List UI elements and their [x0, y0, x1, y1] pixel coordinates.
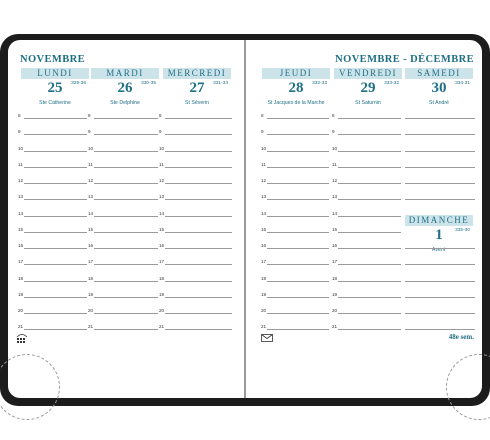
hour-label: 16 — [261, 243, 267, 248]
hour-label: 14 — [88, 210, 94, 216]
hour-label: 18 — [159, 275, 165, 281]
hour-write-line[interactable] — [405, 248, 475, 249]
hour-label: 21 — [159, 324, 165, 330]
hour-label: 14 — [332, 210, 338, 216]
day-of-year: 335-30 — [455, 228, 470, 233]
day-number: 29 — [360, 80, 376, 96]
hour-label: 8 — [261, 113, 264, 118]
hour-label: 15 — [159, 226, 165, 232]
hour-write-line[interactable] — [94, 264, 158, 265]
hour-label: 20 — [18, 308, 24, 313]
hour-label: 14 — [261, 210, 267, 216]
hour-label: 10 — [332, 145, 338, 151]
hour-label: 9 — [18, 129, 21, 135]
saint-name: St Saturnin — [355, 100, 381, 106]
hour-label: 18 — [18, 275, 24, 281]
day-of-year: 332-33 — [312, 81, 327, 86]
hour-write-line[interactable] — [405, 264, 475, 265]
hour-write-line[interactable] — [338, 151, 401, 152]
hour-write-line[interactable] — [267, 232, 329, 233]
hour-write-line[interactable] — [94, 118, 158, 119]
hour-write-line[interactable] — [267, 248, 329, 249]
hour-write-line[interactable] — [338, 183, 401, 184]
day-of-year: 334-31 — [455, 81, 470, 86]
hour-label: 19 — [88, 291, 94, 297]
day-of-year: 333-32 — [384, 81, 399, 86]
hour-write-line[interactable] — [24, 248, 87, 249]
hour-label: 10 — [261, 145, 267, 151]
hour-write-line[interactable] — [165, 199, 232, 200]
envelope-icon[interactable] — [261, 334, 273, 342]
hour-label: 12 — [261, 178, 267, 183]
hour-write-line[interactable] — [338, 216, 401, 217]
hour-write-line[interactable] — [405, 281, 475, 282]
hour-label: 9 — [332, 129, 335, 135]
hour-label: 8 — [159, 113, 162, 118]
hour-write-line[interactable] — [165, 216, 232, 217]
saint-name: St André — [429, 100, 449, 106]
hour-write-line[interactable] — [24, 264, 87, 265]
hour-write-line[interactable] — [24, 313, 87, 314]
hour-label: 9 — [159, 129, 162, 135]
day-number: 25 — [47, 80, 63, 96]
hour-label: 19 — [18, 291, 24, 297]
hour-label: 13 — [332, 194, 338, 200]
day-header-wednesday — [163, 68, 231, 106]
day-header-thursday — [262, 68, 330, 106]
hour-write-line[interactable] — [338, 199, 401, 200]
day-name: JEUDI — [262, 68, 330, 79]
hour-label: 9 — [88, 129, 91, 135]
hour-write-line[interactable] — [94, 313, 158, 314]
hour-write-line[interactable] — [405, 183, 475, 184]
hour-label: 18 — [261, 275, 267, 281]
hour-label: 17 — [332, 259, 338, 265]
hour-write-line[interactable] — [165, 313, 232, 314]
hour-label: 20 — [159, 308, 165, 313]
hour-write-line[interactable] — [94, 151, 158, 152]
hour-write-line[interactable] — [267, 151, 329, 152]
left-month-title: NOVEMBRE — [20, 54, 86, 65]
hour-label: 11 — [88, 161, 93, 167]
hour-write-line[interactable] — [94, 297, 158, 298]
hour-write-line[interactable] — [94, 329, 158, 330]
hour-label: 11 — [159, 161, 164, 167]
hour-label: 15 — [88, 226, 94, 232]
hour-write-line[interactable] — [165, 134, 232, 135]
day-name: MERCREDI — [163, 68, 231, 79]
hour-write-line[interactable] — [165, 329, 232, 330]
hour-label: 18 — [332, 275, 338, 281]
hour-label: 12 — [159, 178, 165, 183]
day-name: DIMANCHE — [405, 215, 473, 226]
hour-label: 15 — [332, 226, 338, 232]
hour-write-line[interactable] — [94, 199, 158, 200]
hour-label: 13 — [159, 194, 165, 200]
saint-name: St Jacques de la Marche — [267, 100, 325, 106]
hour-label: 17 — [159, 259, 165, 265]
hour-write-line[interactable] — [24, 297, 87, 298]
hour-label: 17 — [18, 259, 24, 265]
saint-name: Ste Catherine — [39, 100, 71, 106]
day-of-year: 330-35 — [141, 81, 156, 86]
hour-write-line[interactable] — [24, 329, 87, 330]
hour-write-line[interactable] — [24, 151, 87, 152]
day-of-year: 329-36 — [71, 81, 86, 86]
hour-write-line[interactable] — [165, 264, 232, 265]
hour-label: 20 — [332, 308, 338, 313]
hour-label: 16 — [88, 243, 94, 248]
hour-write-line[interactable] — [24, 183, 87, 184]
hour-label: 18 — [88, 275, 94, 281]
saint-name: St Séverin — [185, 100, 209, 106]
hour-label: 8 — [332, 113, 335, 118]
hour-write-line[interactable] — [24, 118, 87, 119]
hour-write-line[interactable] — [338, 167, 401, 168]
hour-write-line[interactable] — [94, 281, 158, 282]
hour-write-line[interactable] — [267, 199, 329, 200]
hour-label: 14 — [18, 210, 24, 216]
saint-name: Ste Delphine — [110, 100, 140, 106]
day-header-monday — [21, 68, 89, 106]
hour-write-line[interactable] — [24, 167, 87, 168]
hour-label: 17 — [88, 259, 94, 265]
hour-label: 14 — [159, 210, 165, 216]
hour-label: 16 — [332, 243, 338, 248]
grid-calendar-icon[interactable] — [16, 333, 28, 344]
hour-write-line[interactable] — [24, 281, 87, 282]
hour-label: 21 — [88, 324, 94, 330]
day-number: 27 — [189, 80, 205, 96]
hour-label: 11 — [18, 161, 23, 167]
hour-label: 21 — [261, 324, 267, 330]
hour-label: 11 — [261, 161, 266, 167]
hour-write-line[interactable] — [94, 232, 158, 233]
hour-label: 16 — [18, 243, 24, 248]
hour-label: 12 — [332, 178, 338, 183]
hour-write-line[interactable] — [267, 183, 329, 184]
hour-write-line[interactable] — [405, 297, 475, 298]
day-header-friday — [334, 68, 402, 106]
hour-write-line[interactable] — [24, 216, 87, 217]
hour-label: 13 — [261, 194, 267, 200]
hour-write-line[interactable] — [24, 199, 87, 200]
hour-label: 8 — [18, 113, 21, 118]
hour-write-line[interactable] — [94, 248, 158, 249]
right-month-title: NOVEMBRE - DÉCEMBRE — [335, 54, 474, 65]
hour-write-line[interactable] — [338, 281, 401, 282]
hour-write-line[interactable] — [24, 232, 87, 233]
hour-write-line[interactable] — [405, 118, 475, 119]
binding-spine — [244, 40, 246, 398]
hour-write-line[interactable] — [338, 118, 401, 119]
hour-label: 19 — [332, 291, 338, 297]
day-name: LUNDI — [21, 68, 89, 79]
day-header-tuesday — [91, 68, 159, 106]
hour-label: 16 — [159, 243, 165, 248]
hour-write-line[interactable] — [405, 199, 475, 200]
hour-label: 19 — [261, 291, 267, 297]
hour-write-line[interactable] — [338, 329, 401, 330]
hour-write-line[interactable] — [405, 329, 475, 330]
day-number: 28 — [288, 80, 304, 96]
hour-label: 20 — [88, 308, 94, 313]
hour-label: 15 — [261, 226, 267, 232]
hour-write-line[interactable] — [267, 281, 329, 282]
hour-write-line[interactable] — [405, 167, 475, 168]
hour-write-line[interactable] — [405, 313, 475, 314]
hour-write-line[interactable] — [165, 281, 232, 282]
hour-write-line[interactable] — [94, 183, 158, 184]
left-corner-marker — [0, 354, 60, 420]
hour-label: 12 — [88, 178, 94, 183]
day-number: 26 — [117, 80, 133, 96]
hour-write-line[interactable] — [165, 151, 232, 152]
hour-label: 12 — [18, 178, 24, 183]
day-header-saturday — [405, 68, 473, 106]
hour-write-line[interactable] — [267, 167, 329, 168]
hour-write-line[interactable] — [338, 134, 401, 135]
hour-write-line[interactable] — [338, 232, 401, 233]
day-number: 30 — [431, 80, 447, 96]
hour-label: 10 — [159, 145, 165, 151]
day-number: 1 — [435, 227, 443, 243]
hour-label: 19 — [159, 291, 165, 297]
hour-label: 10 — [18, 145, 24, 151]
hour-write-line[interactable] — [405, 151, 475, 152]
saint-name: Avent — [432, 247, 446, 253]
hour-label: 13 — [88, 194, 94, 200]
hour-write-line[interactable] — [338, 313, 401, 314]
hour-write-line[interactable] — [94, 216, 158, 217]
hour-label: 15 — [18, 226, 24, 232]
hour-label: 21 — [18, 324, 24, 330]
hour-label: 21 — [332, 324, 338, 330]
hour-write-line[interactable] — [338, 248, 401, 249]
hour-write-line[interactable] — [405, 134, 475, 135]
hour-label: 13 — [18, 194, 24, 200]
hour-write-line[interactable] — [267, 313, 329, 314]
hour-write-line[interactable] — [267, 297, 329, 298]
hour-write-line[interactable] — [94, 134, 158, 135]
hour-write-line[interactable] — [165, 232, 232, 233]
hour-write-line[interactable] — [165, 248, 232, 249]
hour-label: 8 — [88, 113, 91, 118]
hour-label: 20 — [261, 308, 267, 313]
hour-label: 17 — [261, 259, 267, 265]
hour-write-line[interactable] — [267, 264, 329, 265]
hour-write-line[interactable] — [267, 118, 329, 119]
day-name: MARDI — [91, 68, 159, 79]
hour-label: 11 — [332, 161, 337, 167]
hour-write-line[interactable] — [165, 183, 232, 184]
hour-write-line[interactable] — [165, 167, 232, 168]
hour-write-line[interactable] — [165, 118, 232, 119]
week-number-label: 48e sem. — [448, 333, 474, 341]
hour-write-line[interactable] — [338, 297, 401, 298]
hour-write-line[interactable] — [24, 134, 87, 135]
hour-write-line[interactable] — [267, 216, 329, 217]
day-name: VENDREDI — [334, 68, 402, 79]
hour-write-line[interactable] — [338, 264, 401, 265]
hour-write-line[interactable] — [165, 297, 232, 298]
hour-label: 10 — [88, 145, 94, 151]
hour-label: 9 — [261, 129, 264, 135]
day-name: SAMEDI — [405, 68, 473, 79]
hour-write-line[interactable] — [267, 134, 329, 135]
hour-write-line[interactable] — [94, 167, 158, 168]
hour-write-line[interactable] — [267, 329, 329, 330]
day-of-year: 331-34 — [213, 81, 228, 86]
